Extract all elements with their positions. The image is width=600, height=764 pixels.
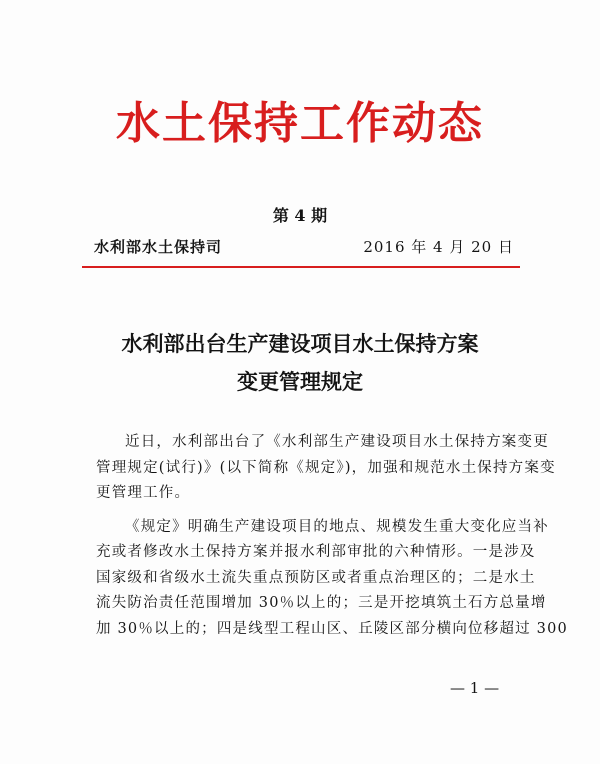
- paragraph-1: [96, 430, 556, 507]
- paragraph-line: 近日，水利部出台了《水利部生产建设项目水土保持方案变更: [125, 434, 549, 450]
- issuer-name: 水利部水土保持司: [94, 238, 223, 256]
- paragraph-line: 更管理工作。: [96, 485, 191, 501]
- article-body: [96, 430, 568, 642]
- paragraph-line: 国家级和省级水土流失重点预防区或者重点治理区的；二是水土: [96, 569, 536, 586]
- page-number: — 1 —: [450, 679, 500, 697]
- paragraph-line: 《规定》明确生产建设项目的地点、规模发生重大变化应当补: [125, 518, 549, 535]
- paragraph-line: 加 30％以上的；四是线型工程山区、丘陵区部分横向位移超过 300: [96, 620, 568, 637]
- masthead-title: 水土保持工作动态: [116, 98, 484, 149]
- red-divider-rule: [82, 266, 520, 268]
- paragraph-2: [96, 515, 568, 643]
- article-headline: [0, 325, 600, 401]
- paragraph-line: 充或者修改水土保持方案并报水利部审批的六种情形。一是涉及: [96, 544, 536, 560]
- headline-line-1: 水利部出台生产建设项目水土保持方案: [121, 332, 479, 356]
- paragraph-gap: [96, 507, 524, 515]
- issue-date: 2016 年 4 月 20 日: [363, 238, 514, 256]
- issue-number: 第 4 期: [272, 206, 328, 225]
- paragraph-line: 管理规定(试行)》(以下简称《规定》)，加强和规范水土保持方案变: [96, 459, 556, 476]
- paragraph-line: 流失防治责任范围增加 30％以上的；三是开挖填筑土石方总量增: [96, 595, 547, 611]
- headline-line-2: 变更管理规定: [237, 370, 363, 394]
